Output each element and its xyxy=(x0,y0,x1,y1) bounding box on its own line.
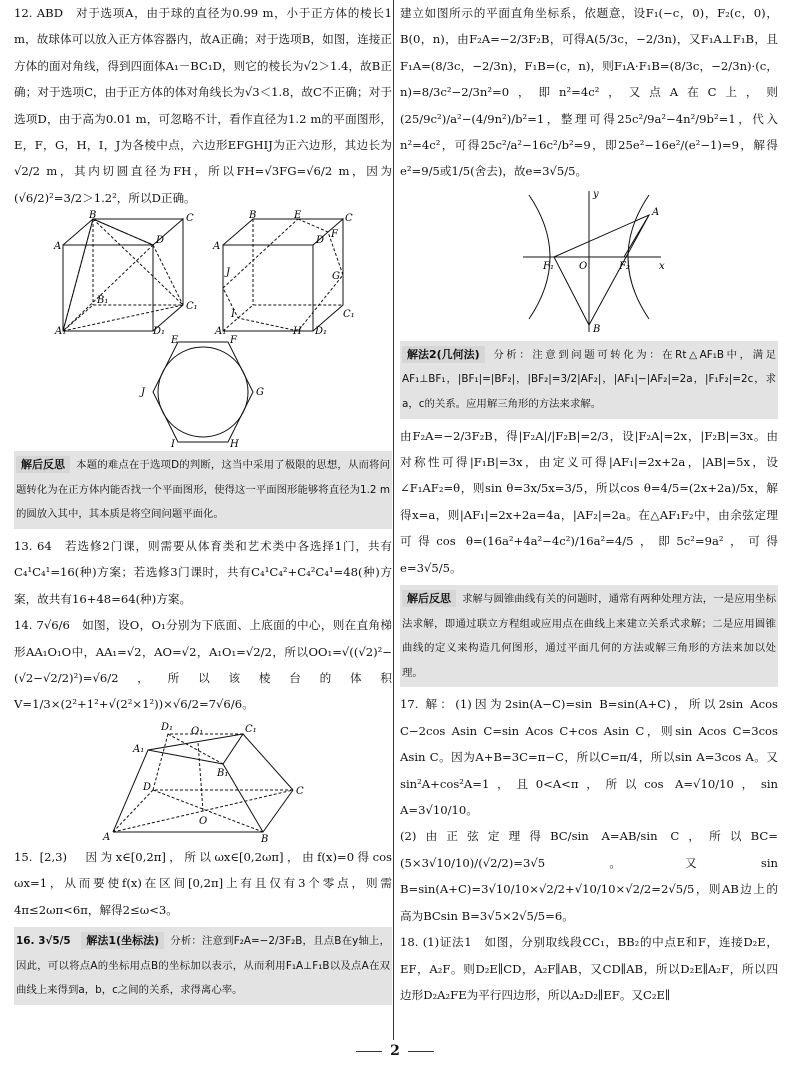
problem-17-part-1: 17. 解：(1)因为2sin(A−C)=sin B=sin(A+C)，所以2sin Acos C−2cos Asin C=sin Acos C+cos Asin C，则sin Acos C=3cos Asin C。因为A+B=3C=π−C，所以C=π/4，所以sin A=3cos A。又sin²A+cos²A=1，且0<A<π，所以cos A=√10/10，sin A=3√10/10。 xyxy=(400,697,778,818)
reflection-tag-2: 解后反思 xyxy=(402,590,456,607)
fig2-label-C: C xyxy=(345,213,353,225)
frustum-label-D: D xyxy=(143,781,152,793)
hex-label-G: G xyxy=(256,387,264,399)
hex-label-E: E xyxy=(171,335,179,347)
graph-label-y: y xyxy=(593,188,599,200)
frustum-label-B1: B₁ xyxy=(217,767,229,779)
method-1-tag: 解法1(坐标法) xyxy=(81,932,164,949)
reflection-text: 本题的难点在于选项D的判断，这当中采用了极限的思想，从而将问题转化为在正方体内能否找一个平面图形，使得这一平面图形能够将直径为1.2 m的圆放入其中，其本质是将空间问题平面化。 xyxy=(16,459,390,521)
fig1-label-A: A xyxy=(54,241,62,253)
fig1-label-A1: A₁ xyxy=(55,326,67,338)
fig1-label-D: D xyxy=(156,235,165,247)
fig2-label-E: E xyxy=(294,210,302,222)
problem-13: 13. 64 若选修2门课，则需要从体育类和艺术类中各选择1门，共有C₄¹C₄¹=16(种)方案；若选修3门课时，共有C₄¹C₄²+C₄²C₄¹=48(种)方案，故共有16+48=64(种)方案。 xyxy=(14,539,392,606)
frustum-label-O: O xyxy=(199,815,208,827)
cube-figures xyxy=(53,210,355,338)
reflection-box-2 xyxy=(400,585,778,687)
footer-dash-right xyxy=(408,1051,434,1052)
problem-12: 12. ABD 对于选项A，由于球的直径为0.99 m，小于正方体的棱长1 m，故球体可以放入正方体容器内，故A正确；对于选项B，如图，连接正方体的面对角线，得到四面体A₁－BC₁D，则它的棱长为√2＞1.4，故B正确；对于选项C，由于正方体的体对角线长为√3＜1.8，故C不正确；对于选项D，由于高为0.01 m，可忽略不计，看作直径为1.2 m的平面图形，E，F，G，H，I，J为各棱中点，六边形EFGHIJ为正六边形，其边长为√2/2 m，其内切圆直径为FH，所以FH=√3FG=√6/2 m，因为(√6/2)²=3/2＞1.2²，所以D正确。 xyxy=(14,6,392,205)
hexagon-figure xyxy=(133,335,273,451)
fig2-label-B: B xyxy=(249,210,257,222)
method-2-box xyxy=(400,341,778,419)
problem-16-method-box xyxy=(14,927,392,1005)
frustum-label-B: B xyxy=(261,833,269,845)
problem-15: 15. [2,3) 因为x∈[0,2π]，所以ωx∈[0,2ωπ]，由f(x)=0得cos ωx=1，从而要使f(x)在区间[0,2π]上有且仅有3个零点，则需4π≤2ωπ<6π，解得2≤ω<3。 xyxy=(14,849,392,917)
hex-label-J: J xyxy=(141,387,146,399)
hex-label-H: H xyxy=(230,439,239,451)
problem-16-solution-2: 由F₂A=−2/3F₂B，得|F₂A|/|F₂B|=2/3，设|F₂A|=2x，|F₂B|=3x。由对称性可得|F₁B|=3x，由定义可得|AF₁|=2x+2a，|AB|=5x，设∠F₁AF₂=θ，则sin θ=3x/5x=3/5，所以cos θ=4/5=(2x+2a)/5x，解得x=a，则|AF₁|=2x+2a=4a，|AF₂|=2a。在△AF₁F₂中，由余弦定理可得cos θ=(16a²+4a²−4c²)/16a²=4/5，即5c²=9a²，可得e=3√5/5。 xyxy=(400,428,778,575)
graph-label-F2: F₂ xyxy=(619,260,630,272)
graph-label-x: x xyxy=(659,260,665,272)
reflection-box-1 xyxy=(14,451,392,529)
fig1-label-C1: C₁ xyxy=(186,301,198,313)
method-2-analysis: 分析：注意到问题可转化为：在Rt△AF₁B中，满足AF₁⊥BF₁，|BF₁|=|BF₂|，|BF₂|=3/2|AF₂|，|AF₁|−|AF₂|=2a，|F₁F₂|=2c，求a，c的关系。应用解三角形的方法来求解。 xyxy=(402,348,776,411)
fig1-label-D1: D₁ xyxy=(153,326,166,338)
reflection-tag: 解后反思 xyxy=(16,456,70,473)
hex-label-F: F xyxy=(230,335,237,347)
fig2-label-D: D xyxy=(316,235,325,247)
page-number: 2 xyxy=(390,1043,400,1059)
frustum-figure xyxy=(93,720,313,845)
problem-18: 18. (1)证法1 如图，分别取线段CC₁，BB₂的中点E和F，连接D₂E，EF，A₂F。则D₂E∥CD，A₂F∥AB，又CD∥AB，所以D₂E∥A₂F，所以四边形D₂A₂FE为平行四边形，所以A₂D₂∥EF。又C₂E∥ xyxy=(400,935,778,1002)
fig1-label-C: C xyxy=(186,213,194,225)
hex-label-I: I xyxy=(171,439,175,451)
page-footer xyxy=(0,1040,790,1062)
frustum-label-C1: C₁ xyxy=(245,723,257,735)
reflection-text-2: 求解与圆锥曲线有关的问题时，通常有两种处理方法，一是应用坐标法求解，即通过联立方程组或应用点在曲线上来建立关系式求解；二是应用圆锥曲线的定义来构造几何图形，通过平面几何的方法或解三角形的方法来加以处理。 xyxy=(402,593,776,679)
graph-label-B: B xyxy=(593,323,601,335)
fig2-label-J: J xyxy=(226,267,231,279)
right-column xyxy=(400,0,778,1008)
column-divider xyxy=(393,0,394,1040)
fig2-label-G: G xyxy=(332,271,340,283)
footer-dash-left xyxy=(356,1051,382,1052)
method-1-analysis: 分析：注意到F₂A=−2/3F₂B，且点B在y轴上，因此，可以将点A的坐标用点B的坐标加以表示，从而利用F₁A⊥F₁B以及点A在双曲线上来得到a，b，c之间的关系，求得离心率。 xyxy=(16,935,391,997)
fig1-label-B1: B₁ xyxy=(97,295,109,307)
fig2-label-A: A xyxy=(213,241,221,253)
left-column xyxy=(14,0,392,1009)
graph-label-F1: F₁ xyxy=(543,260,554,272)
hyperbola-graph xyxy=(509,187,669,337)
frustum-label-O1: O₁ xyxy=(191,725,204,737)
fig2-label-A1: A₁ xyxy=(215,326,227,338)
problem-17-part-2: (2)由正弦定理得BC/sin A=AB/sin C，所以BC=(5×3√10/10)/(√2/2)=3√5。又sin B=sin(A+C)=3√10/10×√2/2+√10/10×√2/2=2√5/5，则AB边上的高为BCsin B=3√5×2√5/5=6。 xyxy=(400,829,778,923)
frustum-label-D1: D₁ xyxy=(161,721,174,733)
frustum-label-A: A xyxy=(103,831,111,843)
graph-label-A: A xyxy=(652,206,660,218)
fig2-label-D1: D₁ xyxy=(315,326,328,338)
frustum-label-A1: A₁ xyxy=(133,743,145,755)
fig2-label-I: I xyxy=(231,309,235,321)
problem-16-answer: 16. 3√5/5 xyxy=(16,935,71,948)
problem-14: 14. 7√6/6 如图，设O，O₁分别为下底面、上底面的中心，则在直角梯形AA₁O₁O中，AA₁=√2，AO=√2，A₁O₁=√2/2，所以OO₁=√((√2)²−(√2−√2/2)²)=√6/2，所以该棱台的体积V=1/3×(2²+1²+√(2²×1²))×√6/2=7√6/6。 xyxy=(14,618,392,712)
fig2-label-F: F xyxy=(331,229,338,241)
problem-16-solution-1: 建立如图所示的平面直角坐标系，依题意，设F₁(−c，0)，F₂(c，0)，B(0，n)，由F₂A=−2/3F₂B，可得A(5/3c，−2/3n)，又F₁A⊥F₁B，且F₁A=(8/3c，−2/3n)，F₁B=(c，n)，则F₁A·F₁B=(8/3c，−2/3n)·(c，n)=8/3c²−2/3n²=0，即n²=4c²，又点A在C上，则(25/9c²)/a²−(4/9n²)/b²=1，整理可得25c²/9a²−4n²/9b²=1，代入n²=4c²，可得25c²/a²−16c²/b²=9，即25e²−16e²/(e²−1)=9，解得e²=9/5或1/5(舍去)，故e=3√5/5。 xyxy=(400,6,778,179)
graph-label-O: O xyxy=(579,260,588,272)
frustum-label-C: C xyxy=(296,785,304,797)
fig1-label-B: B xyxy=(89,210,97,222)
fig2-label-H: H xyxy=(293,326,302,338)
method-2-tag: 解法2(几何法) xyxy=(402,346,485,363)
fig2-label-C1: C₁ xyxy=(343,309,355,321)
